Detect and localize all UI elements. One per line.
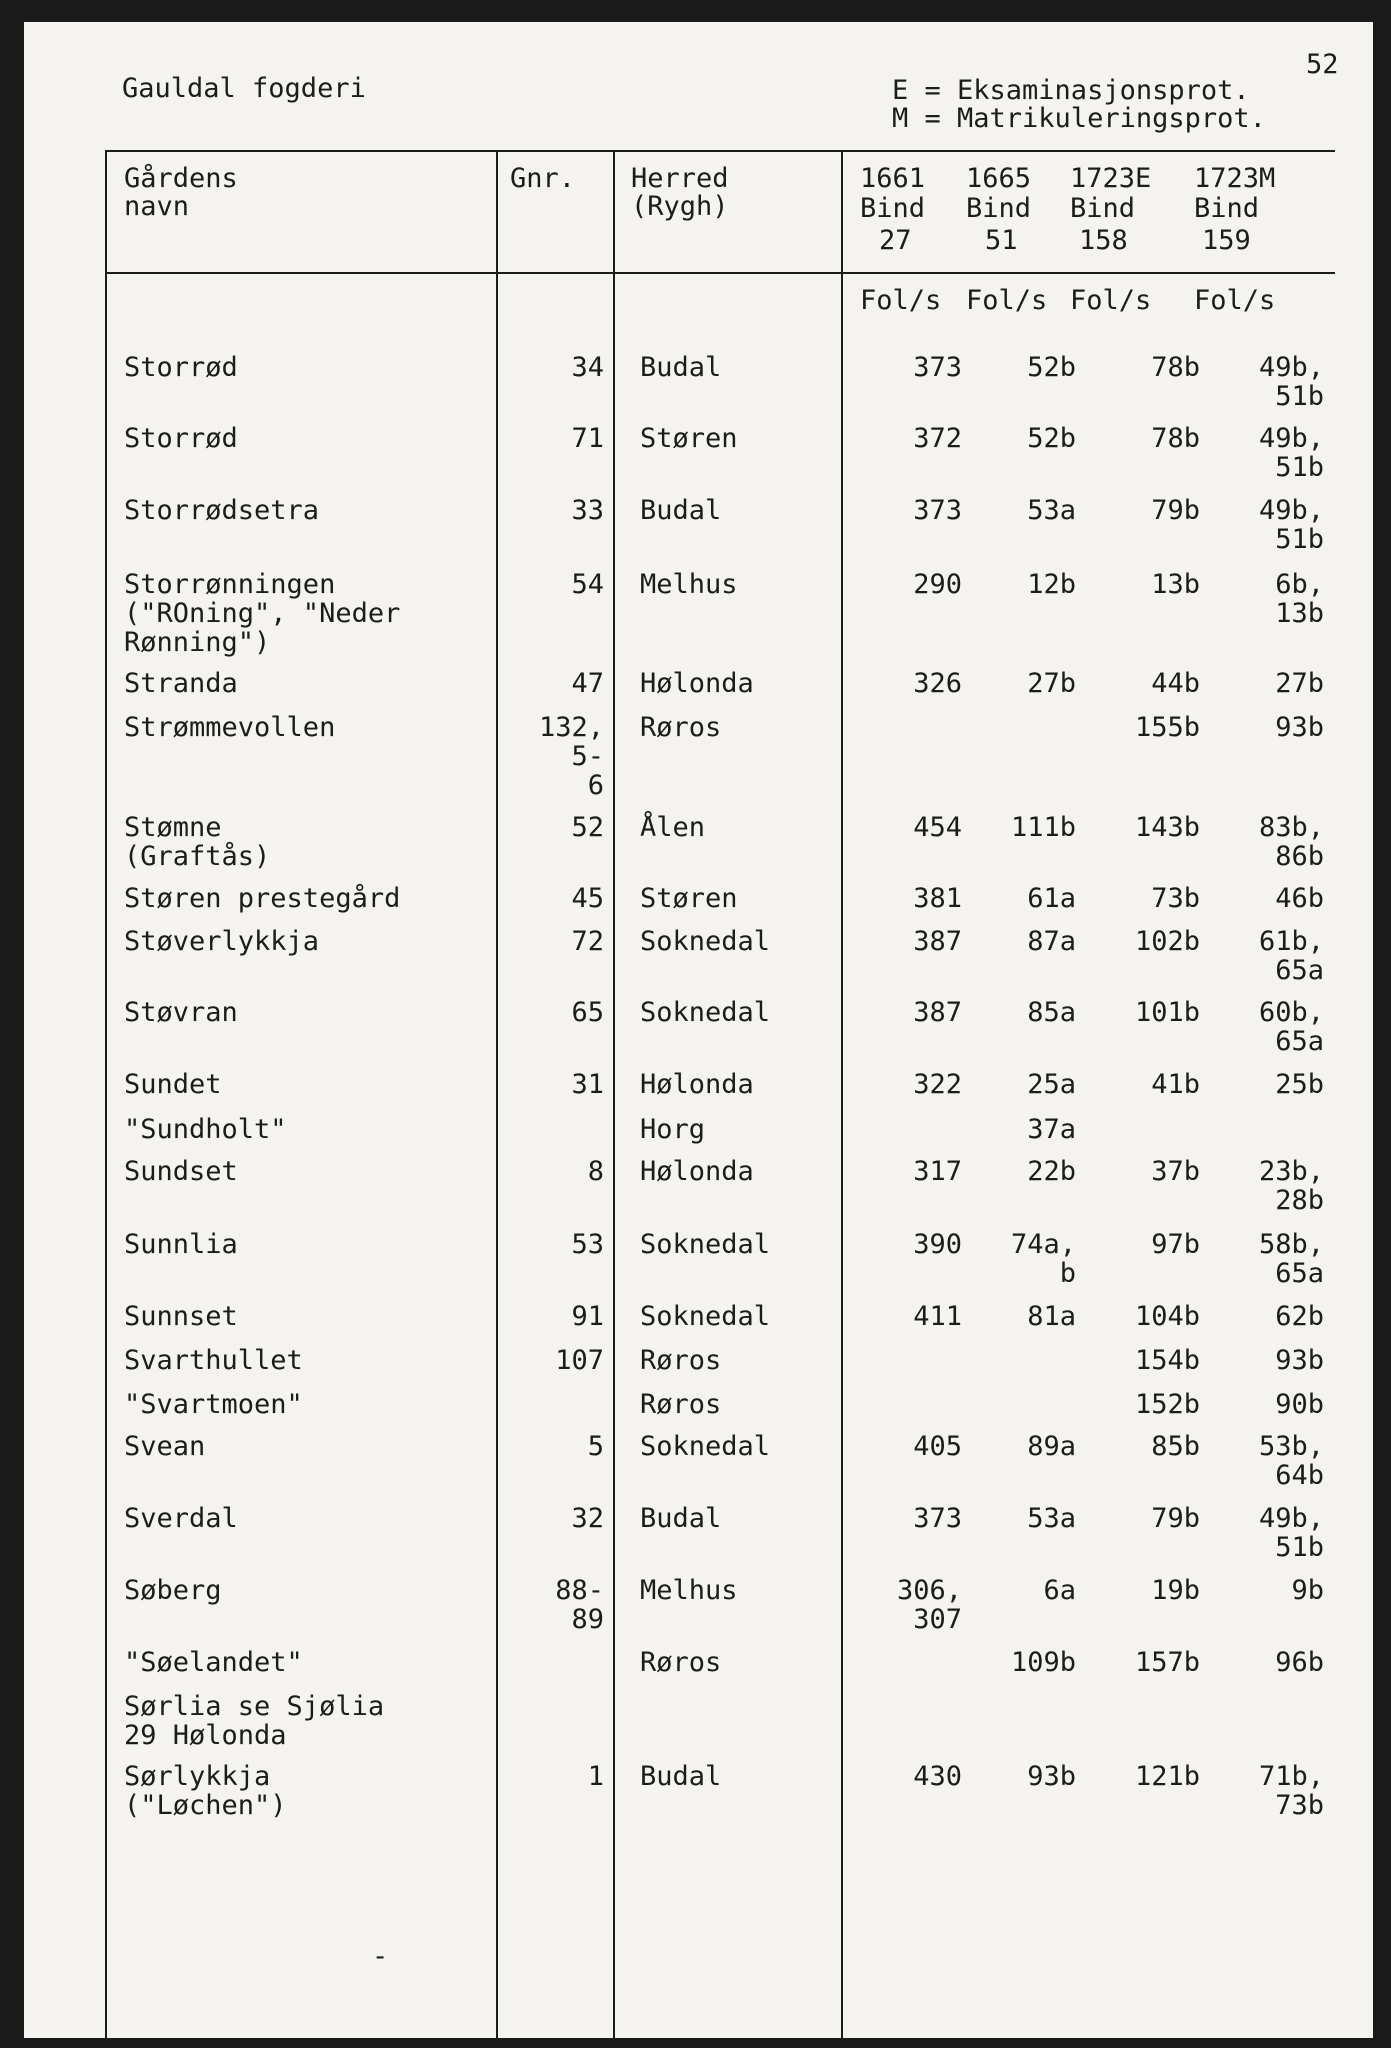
herred-cell: Soknedal xyxy=(640,1301,771,1332)
folio-1661-cell: 430 xyxy=(913,1761,962,1792)
header-vol-1723e: 158 xyxy=(1079,225,1128,256)
header-herred-line2: (Rygh) xyxy=(631,191,729,222)
folio-1723m-cell: 58b, 65a xyxy=(1258,1229,1324,1289)
district-title: Gauldal fogderi xyxy=(122,73,366,104)
gnr-cell: 72 xyxy=(571,926,604,957)
gnr-cell: 34 xyxy=(571,352,604,383)
farm-name-cell: Sørlykkja ("Løchen") xyxy=(124,1761,287,1821)
herred-cell: Røros xyxy=(640,1389,722,1420)
folio-1723e-cell: 154b xyxy=(1134,1345,1200,1376)
folio-1723m-cell: 93b xyxy=(1275,1345,1324,1376)
gnr-cell: 31 xyxy=(571,1069,604,1100)
column-divider-gnr xyxy=(613,150,615,2038)
herred-cell: Hølonda xyxy=(640,1069,754,1100)
folio-1723m-cell: 23b, 28b xyxy=(1258,1156,1324,1216)
herred-cell: Hølonda xyxy=(640,668,754,699)
folio-1665-cell: 37a xyxy=(1027,1114,1076,1145)
folio-1665-cell: 52b xyxy=(1027,423,1076,454)
folio-1665-cell: 52b xyxy=(1027,352,1076,383)
herred-cell: Horg xyxy=(640,1114,706,1145)
farm-name-cell: Sunnset xyxy=(124,1301,238,1332)
folio-1723e-cell: 104b xyxy=(1134,1301,1200,1332)
farm-name-cell: Strømmevollen xyxy=(124,712,336,743)
folio-1723e-cell: 41b xyxy=(1151,1069,1200,1100)
folio-1661-cell: 373 xyxy=(913,495,962,526)
header-herred-line1: Herred xyxy=(631,163,729,194)
folio-1665-cell: 74a, b xyxy=(1010,1229,1076,1289)
folio-1661-cell: 322 xyxy=(913,1069,962,1100)
farm-name-cell: Stømne (Graftås) xyxy=(124,812,271,872)
farm-name-cell: "Svartmoen" xyxy=(124,1389,303,1420)
folio-1723e-cell: 97b xyxy=(1151,1229,1200,1260)
header-fol-1661: Fol/s xyxy=(860,285,942,316)
farm-name-cell: Sunnlia xyxy=(124,1229,238,1260)
folio-1661-cell: 373 xyxy=(913,352,962,383)
header-fol-1723m: Fol/s xyxy=(1194,285,1276,316)
folio-1665-cell: 109b xyxy=(1010,1647,1076,1678)
farm-name-cell: Storrønningen ("ROning", "Neder Rønning") xyxy=(124,569,401,658)
folio-1723e-cell: 78b xyxy=(1151,352,1200,383)
folio-1661-cell: 387 xyxy=(913,926,962,957)
farm-name-cell: Støvran xyxy=(124,997,238,1028)
folio-1661-cell: 373 xyxy=(913,1503,962,1534)
gnr-cell: 88- 89 xyxy=(555,1575,604,1635)
folio-1665-cell: 111b xyxy=(1010,812,1076,843)
folio-1723m-cell: 25b xyxy=(1275,1069,1324,1100)
herred-cell: Budal xyxy=(640,495,722,526)
farm-name-cell: Sundet xyxy=(124,1069,222,1100)
folio-1723m-cell: 60b, 65a xyxy=(1258,997,1324,1057)
herred-cell: Soknedal xyxy=(640,997,771,1028)
farm-name-cell: Svean xyxy=(124,1431,206,1462)
folio-1665-cell: 25a xyxy=(1027,1069,1076,1100)
folio-1661-cell: 381 xyxy=(913,883,962,914)
folio-1723m-cell: 27b xyxy=(1275,668,1324,699)
gnr-cell: 45 xyxy=(571,883,604,914)
footer-mark: - xyxy=(372,1941,389,1972)
folio-1723e-cell: 101b xyxy=(1134,997,1200,1028)
folio-1665-cell: 81a xyxy=(1027,1301,1076,1332)
gnr-cell: 107 xyxy=(555,1345,604,1376)
folio-1723e-cell: 19b xyxy=(1151,1575,1200,1606)
farm-name-cell: Svarthullet xyxy=(124,1345,303,1376)
folio-1723e-cell: 13b xyxy=(1151,569,1200,600)
folio-1723e-cell: 155b xyxy=(1134,712,1200,743)
herred-cell: Melhus xyxy=(640,1575,738,1606)
herred-cell: Soknedal xyxy=(640,1431,771,1462)
gnr-cell: 132, 5- 6 xyxy=(538,712,604,801)
farm-name-cell: Sundset xyxy=(124,1156,238,1187)
folio-1661-cell: 411 xyxy=(913,1301,962,1332)
folio-1723m-cell: 46b xyxy=(1275,883,1324,914)
herred-cell: Soknedal xyxy=(640,1229,771,1260)
folio-1661-cell: 387 xyxy=(913,997,962,1028)
folio-1723m-cell: 61b, 65a xyxy=(1258,926,1324,986)
folio-1661-cell: 326 xyxy=(913,668,962,699)
farm-name-cell: Støverlykkja xyxy=(124,926,320,957)
table-left-border xyxy=(105,150,107,2038)
gnr-cell: 5 xyxy=(587,1431,604,1462)
header-fol-1723e: Fol/s xyxy=(1070,285,1152,316)
header-fol-1665: Fol/s xyxy=(966,285,1048,316)
folio-1661-cell: 454 xyxy=(913,812,962,843)
folio-1665-cell: 85a xyxy=(1027,997,1076,1028)
folio-1723e-cell: 37b xyxy=(1151,1156,1200,1187)
herred-cell: Støren xyxy=(640,423,738,454)
farm-name-cell: "Søelandet" xyxy=(124,1647,303,1678)
herred-cell: Budal xyxy=(640,1503,722,1534)
folio-1661-cell: 372 xyxy=(913,423,962,454)
folio-1665-cell: 27b xyxy=(1027,668,1076,699)
folio-1723e-cell: 152b xyxy=(1134,1389,1200,1420)
table-top-border xyxy=(105,150,1335,152)
folio-1723e-cell: 79b xyxy=(1151,495,1200,526)
folio-1665-cell: 53a xyxy=(1027,1503,1076,1534)
gnr-cell: 71 xyxy=(571,423,604,454)
header-year-1723e: 1723E xyxy=(1070,163,1152,194)
legend-m: M = Matrikuleringsprot. xyxy=(892,103,1266,134)
herred-cell: Røros xyxy=(640,1345,722,1376)
farm-name-cell: Støren prestegård xyxy=(124,883,401,914)
header-name-line1: Gårdens xyxy=(124,163,238,194)
folio-1723m-cell: 62b xyxy=(1275,1301,1324,1332)
folio-1723m-cell: 49b, 51b xyxy=(1258,423,1324,483)
header-bind-1723m: Bind xyxy=(1194,193,1260,224)
farm-name-cell: "Sundholt" xyxy=(124,1114,287,1145)
gnr-cell: 52 xyxy=(571,812,604,843)
folio-1665-cell: 22b xyxy=(1027,1156,1076,1187)
herred-cell: Budal xyxy=(640,1761,722,1792)
header-vol-1661: 27 xyxy=(879,225,912,256)
folio-1723m-cell: 53b, 64b xyxy=(1258,1431,1324,1491)
gnr-cell: 8 xyxy=(587,1156,604,1187)
folio-1665-cell: 87a xyxy=(1027,926,1076,957)
header-bind-1665: Bind xyxy=(966,193,1032,224)
farm-name-cell: Sverdal xyxy=(124,1503,238,1534)
folio-1723e-cell: 157b xyxy=(1134,1647,1200,1678)
header-gnr: Gnr. xyxy=(510,163,576,194)
farm-name-cell: Storrød xyxy=(124,423,238,454)
herred-cell: Budal xyxy=(640,352,722,383)
header-year-1661: 1661 xyxy=(860,163,926,194)
folio-1665-cell: 12b xyxy=(1027,569,1076,600)
header-bottom-border xyxy=(105,272,1335,274)
herred-cell: Røros xyxy=(640,712,722,743)
folio-1661-cell: 317 xyxy=(913,1156,962,1187)
gnr-cell: 32 xyxy=(571,1503,604,1534)
folio-1665-cell: 93b xyxy=(1027,1761,1076,1792)
folio-1661-cell: 290 xyxy=(913,569,962,600)
herred-cell: Soknedal xyxy=(640,926,771,957)
header-vol-1665: 51 xyxy=(985,225,1018,256)
folio-1723m-cell: 49b, 51b xyxy=(1258,352,1324,412)
header-bind-1661: Bind xyxy=(860,193,926,224)
folio-1723m-cell: 9b xyxy=(1291,1575,1324,1606)
farm-name-cell: Storrødsetra xyxy=(124,495,320,526)
folio-1723m-cell: 96b xyxy=(1275,1647,1324,1678)
gnr-cell: 53 xyxy=(571,1229,604,1260)
folio-1723m-cell: 6b, 13b xyxy=(1275,569,1324,629)
folio-1723e-cell: 85b xyxy=(1151,1431,1200,1462)
folio-1723e-cell: 143b xyxy=(1134,812,1200,843)
folio-1723m-cell: 49b, 51b xyxy=(1258,495,1324,555)
folio-1723e-cell: 102b xyxy=(1134,926,1200,957)
gnr-cell: 47 xyxy=(571,668,604,699)
document-page xyxy=(24,22,1373,2038)
folio-1723m-cell: 49b, 51b xyxy=(1258,1503,1324,1563)
folio-1723e-cell: 78b xyxy=(1151,423,1200,454)
folio-1661-cell: 390 xyxy=(913,1229,962,1260)
legend-e: E = Eksaminasjonsprot. xyxy=(892,75,1250,106)
gnr-cell: 91 xyxy=(571,1301,604,1332)
farm-name-cell: Sørlia se Sjølia 29 Hølonda xyxy=(124,1691,385,1751)
herred-cell: Røros xyxy=(640,1647,722,1678)
folio-1723m-cell: 93b xyxy=(1275,712,1324,743)
folio-1661-cell: 405 xyxy=(913,1431,962,1462)
header-year-1723m: 1723M xyxy=(1194,163,1276,194)
folio-1723m-cell: 71b, 73b xyxy=(1258,1761,1324,1821)
farm-name-cell: Søberg xyxy=(124,1575,222,1606)
gnr-cell: 1 xyxy=(587,1761,604,1792)
header-year-1665: 1665 xyxy=(966,163,1032,194)
gnr-cell: 65 xyxy=(571,997,604,1028)
gnr-cell: 54 xyxy=(571,569,604,600)
folio-1723e-cell: 121b xyxy=(1134,1761,1200,1792)
header-name-line2: navn xyxy=(124,191,190,222)
header-bind-1723e: Bind xyxy=(1070,193,1136,224)
page-number: 52 xyxy=(1306,49,1339,80)
folio-1665-cell: 61a xyxy=(1027,883,1076,914)
folio-1723m-cell: 83b, 86b xyxy=(1258,812,1324,872)
folio-1723m-cell: 90b xyxy=(1275,1389,1324,1420)
folio-1665-cell: 89a xyxy=(1027,1431,1076,1462)
farm-name-cell: Storrød xyxy=(124,352,238,383)
herred-cell: Ålen xyxy=(640,812,706,843)
herred-cell: Melhus xyxy=(640,569,738,600)
herred-cell: Støren xyxy=(640,883,738,914)
folio-1665-cell: 6a xyxy=(1043,1575,1076,1606)
gnr-cell: 33 xyxy=(571,495,604,526)
folio-1723e-cell: 73b xyxy=(1151,883,1200,914)
folio-1723e-cell: 44b xyxy=(1151,668,1200,699)
header-vol-1723m: 159 xyxy=(1202,225,1251,256)
farm-name-cell: Stranda xyxy=(124,668,238,699)
folio-1665-cell: 53a xyxy=(1027,495,1076,526)
folio-1661-cell: 306, 307 xyxy=(896,1575,962,1635)
herred-cell: Hølonda xyxy=(640,1156,754,1187)
folio-1723e-cell: 79b xyxy=(1151,1503,1200,1534)
